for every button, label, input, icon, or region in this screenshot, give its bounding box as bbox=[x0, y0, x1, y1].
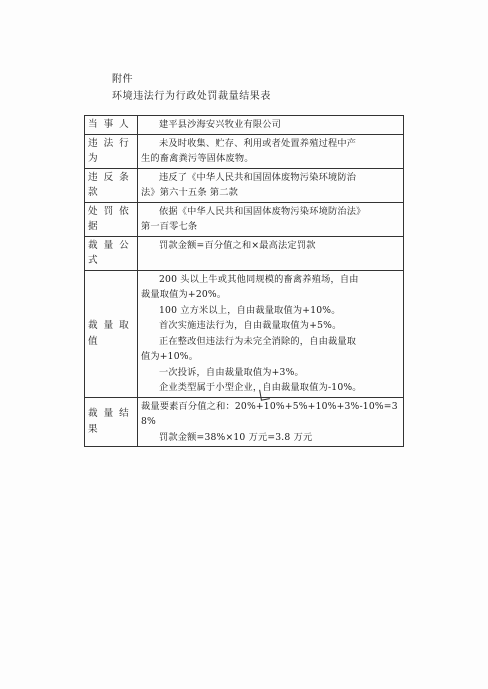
row-label-party: 当事人 bbox=[85, 116, 138, 135]
row-label-discretion-values: 裁量取值 bbox=[85, 270, 138, 397]
row-content-discretion-result: 裁量要素百分值之和：20%+10%+5%+10%+3%-10%=38% 罚款金额=38%×10 万元=3.8 万元 bbox=[138, 397, 404, 447]
row-label-formula: 裁量公式 bbox=[85, 236, 138, 270]
row-label-violation: 违法行为 bbox=[85, 134, 138, 168]
table-row bbox=[85, 270, 404, 397]
row-content-discretion-values: 200 头以上牛或其他同规模的畜禽养殖场，自由 裁量取值为+20%。 100 立方米以上，自由裁量取值为+10%。 首次实施违法行为，自由裁量取值为+5%。 正在整改但违法行为未完全消除的，自由裁量取 值为+10%。 一次投诉，自由裁量取值为+3%。 企业类型属于小型企业，自由裁量取值为-10%。 bbox=[138, 270, 404, 397]
attachment-label: 附件 bbox=[112, 74, 133, 85]
table-row bbox=[85, 134, 404, 168]
discretion-result-table bbox=[84, 115, 404, 447]
row-label-discretion-result: 裁量结果 bbox=[85, 397, 138, 447]
row-content-violated-clause: 违反了《中华人民共和国固体废物污染环境防治 法》第六十五条 第二款 bbox=[138, 168, 404, 202]
row-content-formula: 罚款金额=百分值之和×最高法定罚款 bbox=[138, 236, 404, 270]
row-content-violation: 未及时收集、贮存、利用或者处置养殖过程中产 生的畜禽粪污等固体废物。 bbox=[138, 134, 404, 168]
row-label-penalty-basis: 处罚依据 bbox=[85, 202, 138, 236]
row-label-violated-clause: 违反条款 bbox=[85, 168, 138, 202]
table-row bbox=[85, 236, 404, 270]
row-content-penalty-basis: 依据《中华人民共和国固体废物污染环境防治法》 第一百零七条 bbox=[138, 202, 404, 236]
table-row bbox=[85, 202, 404, 236]
document-title: 环境违法行为行政处罚裁量结果表 bbox=[112, 91, 271, 102]
handwritten-mark bbox=[259, 388, 270, 400]
row-content-party: 建平县沙海安兴牧业有限公司 bbox=[138, 116, 404, 135]
table-row bbox=[85, 397, 404, 447]
table-row bbox=[85, 168, 404, 202]
table-row bbox=[85, 116, 404, 135]
